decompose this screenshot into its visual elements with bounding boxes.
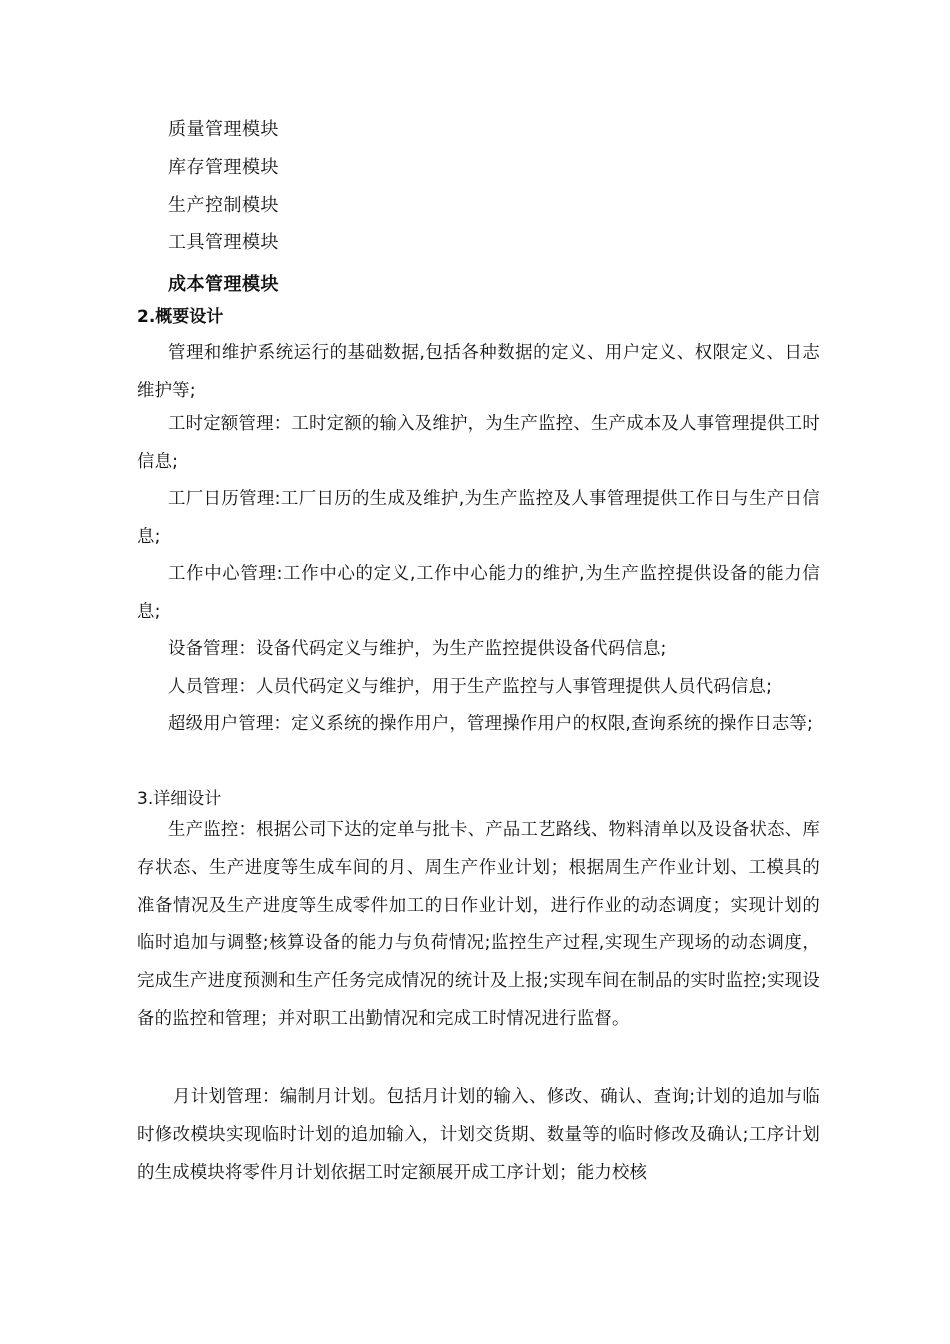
module-item-production-control: 生产控制模块 <box>168 195 279 216</box>
section2-paragraph: 管理和维护系统运行的基础数据,包括各种数据的定义、用户定义、权限定义、日志维护等; <box>137 343 820 401</box>
section3-paragraph: 月计划管理：编制月计划。包括月计划的输入、修改、确认、查询;计划的追加与临时修改模块实现临时计划的追加输入，计划交货期、数量等的临时修改及确认;工序计划的生成模块将零件月计划依据工时定额展开成工序计划；能力校核 <box>137 1087 820 1183</box>
section2-paragraph: 工厂日历管理:工厂日历的生成及维护,为生产监控及人事管理提供工作日与生产日信息; <box>137 489 820 547</box>
section2-paragraph: 超级用户管理：定义系统的操作用户，管理操作用户的权限,查询系统的操作日志等; <box>168 714 814 734</box>
section2-paragraph: 设备管理：设备代码定义与维护，为生产监控提供设备代码信息; <box>168 639 667 659</box>
section3-title: 3.详细设计 <box>137 789 222 809</box>
module-item-cost: 成本管理模块 <box>168 274 279 295</box>
module-item-inventory: 库存管理模块 <box>168 157 279 178</box>
section2-paragraph: 工作中心管理:工作中心的定义,工作中心能力的维护,为生产监控提供设备的能力信息; <box>137 564 820 622</box>
section2-paragraph: 工时定额管理：工时定额的输入及维护，为生产监控、生产成本及人事管理提供工时信息; <box>137 414 820 472</box>
section3-paragraph: 生产监控：根据公司下达的定单与批卡、产品工艺路线、物料清单以及设备状态、库存状态、生产进度等生成车间的月、周生产作业计划；根据周生产作业计划、工模具的准备情况及生产进度等生成零件加工的日作业计划，进行作业的动态调度；实现计划的临时追加与调整;核算设备的能力与负荷情况;监控生产过程,实现生产现场的动态调度，完成生产进度预测和生产任务完成情况的统计及上报;实现车间在制品的实时监控;实现设备的监控和管理；并对职工出勤情况和完成工时情况进行监督。 <box>137 820 820 1029</box>
section2-title: 2.概要设计 <box>137 307 224 327</box>
module-item-tools: 工具管理模块 <box>168 232 279 253</box>
module-item-quality: 质量管理模块 <box>168 119 279 140</box>
section2-paragraph: 人员管理：人员代码定义与维护，用于生产监控与人事管理提供人员代码信息; <box>168 677 773 697</box>
